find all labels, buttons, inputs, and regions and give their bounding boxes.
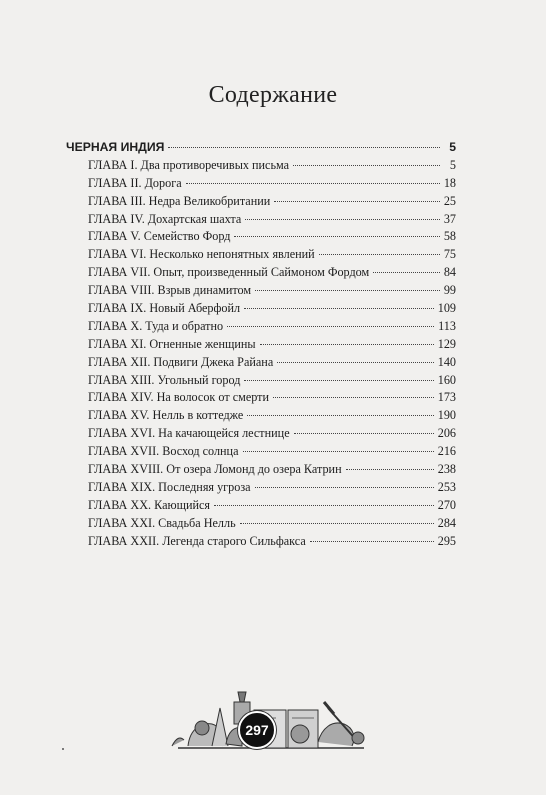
toc-chapter-page: 284 (437, 515, 456, 530)
toc-chapter-page: 190 (437, 408, 456, 423)
leader-dots (186, 183, 440, 184)
toc-chapter-label: ГЛАВА XX. Кающийся (88, 497, 211, 512)
leader-dots (310, 541, 434, 542)
toc-chapter-page: 75 (443, 247, 456, 262)
toc-chapter-label: ГЛАВА XI. Огненные женщины (88, 336, 256, 351)
toc-part-row (66, 140, 456, 158)
toc-chapter-page: 18 (443, 175, 456, 190)
toc-chapter-row (66, 301, 456, 319)
toc-chapter-row (66, 247, 456, 265)
toc-chapter-page: 238 (437, 462, 456, 477)
leader-dots (214, 505, 434, 506)
leader-dots (294, 433, 434, 434)
leader-dots (243, 451, 434, 452)
toc-chapter-page: 37 (443, 211, 456, 226)
toc-chapter-row (66, 408, 456, 426)
page-title: Содержание (208, 82, 338, 108)
toc-chapter-row (66, 283, 456, 301)
leader-dots (373, 272, 440, 273)
toc-chapter-page: 216 (437, 444, 456, 459)
table-of-contents (66, 140, 456, 551)
toc-chapter-label: ГЛАВА X. Туда и обратно (88, 318, 224, 333)
leader-dots (255, 290, 440, 291)
toc-chapter-label: ГЛАВА V. Семейство Форд (88, 229, 231, 244)
toc-chapter-page: 58 (443, 229, 456, 244)
toc-chapter-label: ГЛАВА XVII. Восход солнца (88, 444, 239, 459)
toc-chapter-label: ГЛАВА XIV. На волосок от смерти (88, 390, 270, 405)
toc-chapter-label: ГЛАВА XVI. На качающейся лестнице (88, 426, 290, 441)
toc-chapter-page: 99 (443, 283, 456, 298)
leader-dots (247, 415, 433, 416)
leader-dots (277, 362, 433, 363)
toc-chapter-page: 270 (437, 497, 456, 512)
toc-chapter-label: ГЛАВА XXII. Легенда старого Сильфакса (88, 533, 306, 548)
toc-chapter-page: 173 (437, 390, 456, 405)
toc-chapter-row (66, 390, 456, 408)
leader-dots (244, 308, 434, 309)
toc-chapter-row (66, 355, 456, 373)
toc-chapter-row (66, 534, 456, 552)
toc-chapter-label: ГЛАВА XV. Нелль в коттедже (88, 408, 244, 423)
toc-chapter-label: ГЛАВА VI. Несколько непонятных явлений (88, 247, 315, 262)
toc-chapter-page: 109 (437, 301, 456, 316)
toc-chapter-page: 5 (449, 157, 456, 172)
toc-part-page: 5 (449, 140, 456, 154)
page-number-badge: 297 (238, 711, 276, 749)
leader-dots (240, 523, 434, 524)
toc-chapter-label: ГЛАВА III. Недра Великобритании (88, 193, 271, 208)
toc-chapter-row (66, 444, 456, 462)
toc-chapter-page: 140 (437, 354, 456, 369)
toc-chapter-row (66, 498, 456, 516)
toc-chapter-label: ГЛАВА I. Два противоречивых письма (88, 157, 290, 172)
toc-chapter-page: 25 (443, 193, 456, 208)
leader-dots (227, 326, 434, 327)
toc-chapter-label: ГЛАВА II. Дорога (88, 175, 182, 190)
toc-chapter-row (66, 176, 456, 194)
speck (62, 748, 64, 750)
toc-chapter-page: 113 (438, 318, 456, 333)
toc-chapter-label: ГЛАВА XXI. Свадьба Нелль (88, 515, 236, 530)
toc-chapter-label: ГЛАВА XIII. Угольный город (88, 372, 241, 387)
toc-part-label: ЧЕРНАЯ ИНДИЯ (66, 140, 165, 154)
toc-chapter-row (66, 212, 456, 230)
toc-chapter-label: ГЛАВА IX. Новый Аберфойл (88, 301, 241, 316)
toc-chapter-row (66, 516, 456, 534)
toc-chapter-label: ГЛАВА XVIII. От озера Ломонд до озера Катрин (88, 462, 342, 477)
toc-chapter-label: ГЛАВА XII. Подвиги Джека Райана (88, 354, 274, 369)
toc-chapter-row (66, 229, 456, 247)
leader-dots (245, 219, 439, 220)
leader-dots (319, 254, 440, 255)
toc-chapter-page: 295 (437, 533, 456, 548)
toc-chapter-row (66, 462, 456, 480)
toc-chapter-page: 206 (437, 426, 456, 441)
toc-chapter-page: 160 (437, 372, 456, 387)
toc-chapter-row (66, 337, 456, 355)
leader-dots (260, 344, 434, 345)
toc-chapter-page: 84 (443, 265, 456, 280)
toc-chapter-row (66, 426, 456, 444)
leader-dots (244, 380, 433, 381)
leader-dots (255, 487, 434, 488)
leader-dots (293, 165, 440, 166)
toc-chapter-page: 129 (437, 336, 456, 351)
leader-dots (273, 397, 434, 398)
toc-chapter-page: 253 (437, 479, 456, 494)
toc-chapter-row (66, 265, 456, 283)
toc-chapter-row (66, 319, 456, 337)
toc-chapter-label: ГЛАВА XIX. Последняя угроза (88, 479, 251, 494)
leader-dots (274, 201, 440, 202)
toc-chapter-row (66, 158, 456, 176)
leader-dots (168, 147, 440, 148)
toc-chapter-label: ГЛАВА VII. Опыт, произведенный Саймоном Фордом (88, 265, 370, 280)
toc-chapter-row (66, 194, 456, 212)
toc-chapter-label: ГЛАВА IV. Дохартская шахта (88, 211, 242, 226)
leader-dots (346, 469, 434, 470)
toc-chapter-row (66, 373, 456, 391)
leader-dots (234, 236, 439, 237)
toc-chapter-row (66, 480, 456, 498)
toc-chapter-label: ГЛАВА VIII. Взрыв динамитом (88, 283, 252, 298)
